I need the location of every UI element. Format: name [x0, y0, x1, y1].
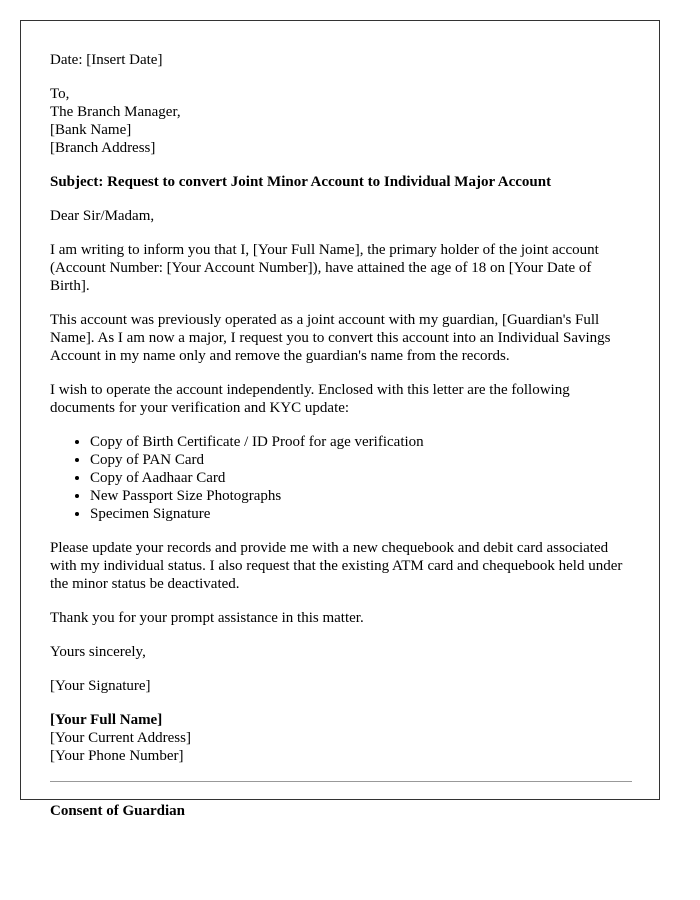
- body-paragraph-intro: I am writing to inform you that I, [Your Full Name], the primary holder of the joint account (Account Number: [Your Account Number]), have attained the age of 18 on [Your Date of Birth].: [50, 242, 599, 294]
- letter-content: [50, 51, 632, 820]
- recipient-address: [50, 85, 632, 157]
- body-paragraph-documents: I wish to operate the account independently. Enclosed with this letter are the following documents for your verification and KYC update:: [50, 382, 570, 416]
- documents-list: [50, 433, 632, 523]
- date-line: Date: [Insert Date]: [50, 52, 163, 68]
- recipient-to: To,: [50, 86, 70, 102]
- list-item: • Copy of Aadhaar Card: [90, 469, 632, 487]
- body-paragraph-update: Please update your records and provide me with a new chequebook and debit card associated with my individual status. I also request that the existing ATM card and chequebook held under the minor status be deactivated.: [50, 540, 623, 592]
- closing: Yours sincerely,: [50, 644, 146, 660]
- sender-address: [Your Current Address]: [50, 730, 191, 746]
- salutation: Dear Sir/Madam,: [50, 208, 155, 224]
- list-item: • Copy of Birth Certificate / ID Proof for age verification: [90, 433, 632, 451]
- list-item: • New Passport Size Photographs: [90, 487, 632, 505]
- sender-name: [Your Full Name]: [50, 712, 163, 728]
- recipient-title: The Branch Manager,: [50, 104, 181, 120]
- body-paragraph-request: This account was previously operated as a joint account with my guardian, [Guardian's Full Name]. As I am now a major, I request you to convert this account into an Individual Savings Account in my name only and remove the guardian's name from the records.: [50, 312, 611, 364]
- consent-heading: Consent of Guardian: [50, 803, 186, 819]
- letter-page: [20, 20, 660, 819]
- section-divider: [50, 781, 632, 782]
- recipient-branch-address: [Branch Address]: [50, 140, 156, 156]
- sender-details: [50, 711, 632, 765]
- sender-phone: [Your Phone Number]: [50, 748, 184, 764]
- signature-placeholder: [Your Signature]: [50, 678, 151, 694]
- list-item: • Copy of PAN Card: [90, 451, 632, 469]
- recipient-bank-name: [Bank Name]: [50, 122, 132, 138]
- body-paragraph-thanks: Thank you for your prompt assistance in this matter.: [50, 610, 364, 626]
- subject-line: Subject: Request to convert Joint Minor Account to Individual Major Account: [50, 174, 552, 190]
- list-item: • Specimen Signature: [90, 505, 632, 523]
